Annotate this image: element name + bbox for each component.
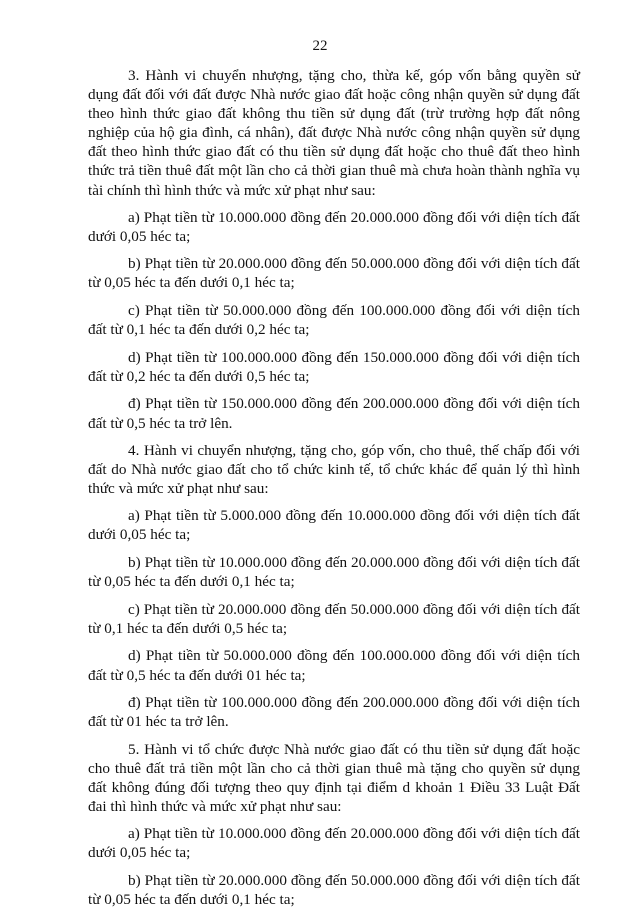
- paragraph-item-5: 5. Hành vi tổ chức được Nhà nước giao đất có thu tiền sử dụng đất hoặc cho thuê đất trả tiền một lần cho cả thời gian thuê mà tặng cho quyền sử dụng đất không đúng đối tượng theo quy định tại điểm d khoản 1 Điều 33 Luật Đất đai thì hình thức và mức xử phạt như sau:: [88, 740, 580, 816]
- clause-3a: a) Phạt tiền từ 10.000.000 đồng đến 20.000.000 đồng đối với diện tích đất dưới 0,05 héc ta;: [88, 208, 580, 245]
- page-number: 22: [312, 38, 328, 54]
- clause-4c: c) Phạt tiền từ 20.000.000 đồng đến 50.000.000 đồng đối với diện tích đất từ 0,1 héc ta đến dưới 0,5 héc ta;: [88, 600, 580, 637]
- document-body: [88, 66, 580, 918]
- clause-3c: c) Phạt tiền từ 50.000.000 đồng đến 100.000.000 đồng đối với diện tích đất từ 0,1 héc ta đến dưới 0,2 héc ta;: [88, 302, 580, 339]
- clause-3d: d) Phạt tiền từ 100.000.000 đồng đến 150.000.000 đồng đối với diện tích đất từ 0,2 héc ta đến dưới 0,5 héc ta;: [88, 348, 580, 385]
- clause-5a: a) Phạt tiền từ 10.000.000 đồng đến 20.000.000 đồng đối với diện tích đất dưới 0,05 héc ta;: [88, 825, 580, 862]
- clause-4a: a) Phạt tiền từ 5.000.000 đồng đến 10.000.000 đồng đối với diện tích đất dưới 0,05 héc ta;: [88, 507, 580, 544]
- paragraph-item-4: 4. Hành vi chuyển nhượng, tặng cho, góp vốn, cho thuê, thế chấp đối với đất do Nhà nước giao đất cho tổ chức kinh tế, tổ chức khác để quản lý thì hình thức và mức xử phạt như sau:: [88, 442, 580, 498]
- clause-5b: b) Phạt tiền từ 20.000.000 đồng đến 50.000.000 đồng đối với diện tích đất từ 0,05 héc ta đến dưới 0,1 héc ta;: [88, 871, 580, 908]
- clause-4b: b) Phạt tiền từ 10.000.000 đồng đến 20.000.000 đồng đối với diện tích đất từ 0,05 héc ta đến dưới 0,1 héc ta;: [88, 554, 580, 591]
- clause-3b: b) Phạt tiền từ 20.000.000 đồng đến 50.000.000 đồng đối với diện tích đất từ 0,05 héc ta đến dưới 0,1 héc ta;: [88, 255, 580, 292]
- clause-4d: d) Phạt tiền từ 50.000.000 đồng đến 100.000.000 đồng đối với diện tích đất từ 0,5 héc ta đến dưới 01 héc ta;: [88, 647, 580, 684]
- clause-3dd: đ) Phạt tiền từ 150.000.000 đồng đến 200.000.000 đồng đối với diện tích đất từ 0,5 héc ta trở lên.: [88, 395, 580, 432]
- paragraph-item-3: 3. Hành vi chuyển nhượng, tặng cho, thừa kế, góp vốn bằng quyền sử dụng đất đối với đất được Nhà nước giao đất hoặc công nhận quyền sử dụng đất theo hình thức giao đất không thu tiền sử dụng đất (trừ trường hợp đất nông nghiệp của hộ gia đình, cá nhân), đất được Nhà nước công nhận quyền sử dụng đất theo hình thức giao đất có thu tiền sử dụng đất hoặc cho thuê đất theo hình thức trả tiền thuê đất một lần cho cả thời gian thuê mà chưa hoàn thành nghĩa vụ tài chính thì hình thức và mức xử phạt như sau:: [88, 67, 580, 199]
- clause-4dd: đ) Phạt tiền từ 100.000.000 đồng đến 200.000.000 đồng đối với diện tích đất từ 01 héc ta trở lên.: [88, 694, 580, 731]
